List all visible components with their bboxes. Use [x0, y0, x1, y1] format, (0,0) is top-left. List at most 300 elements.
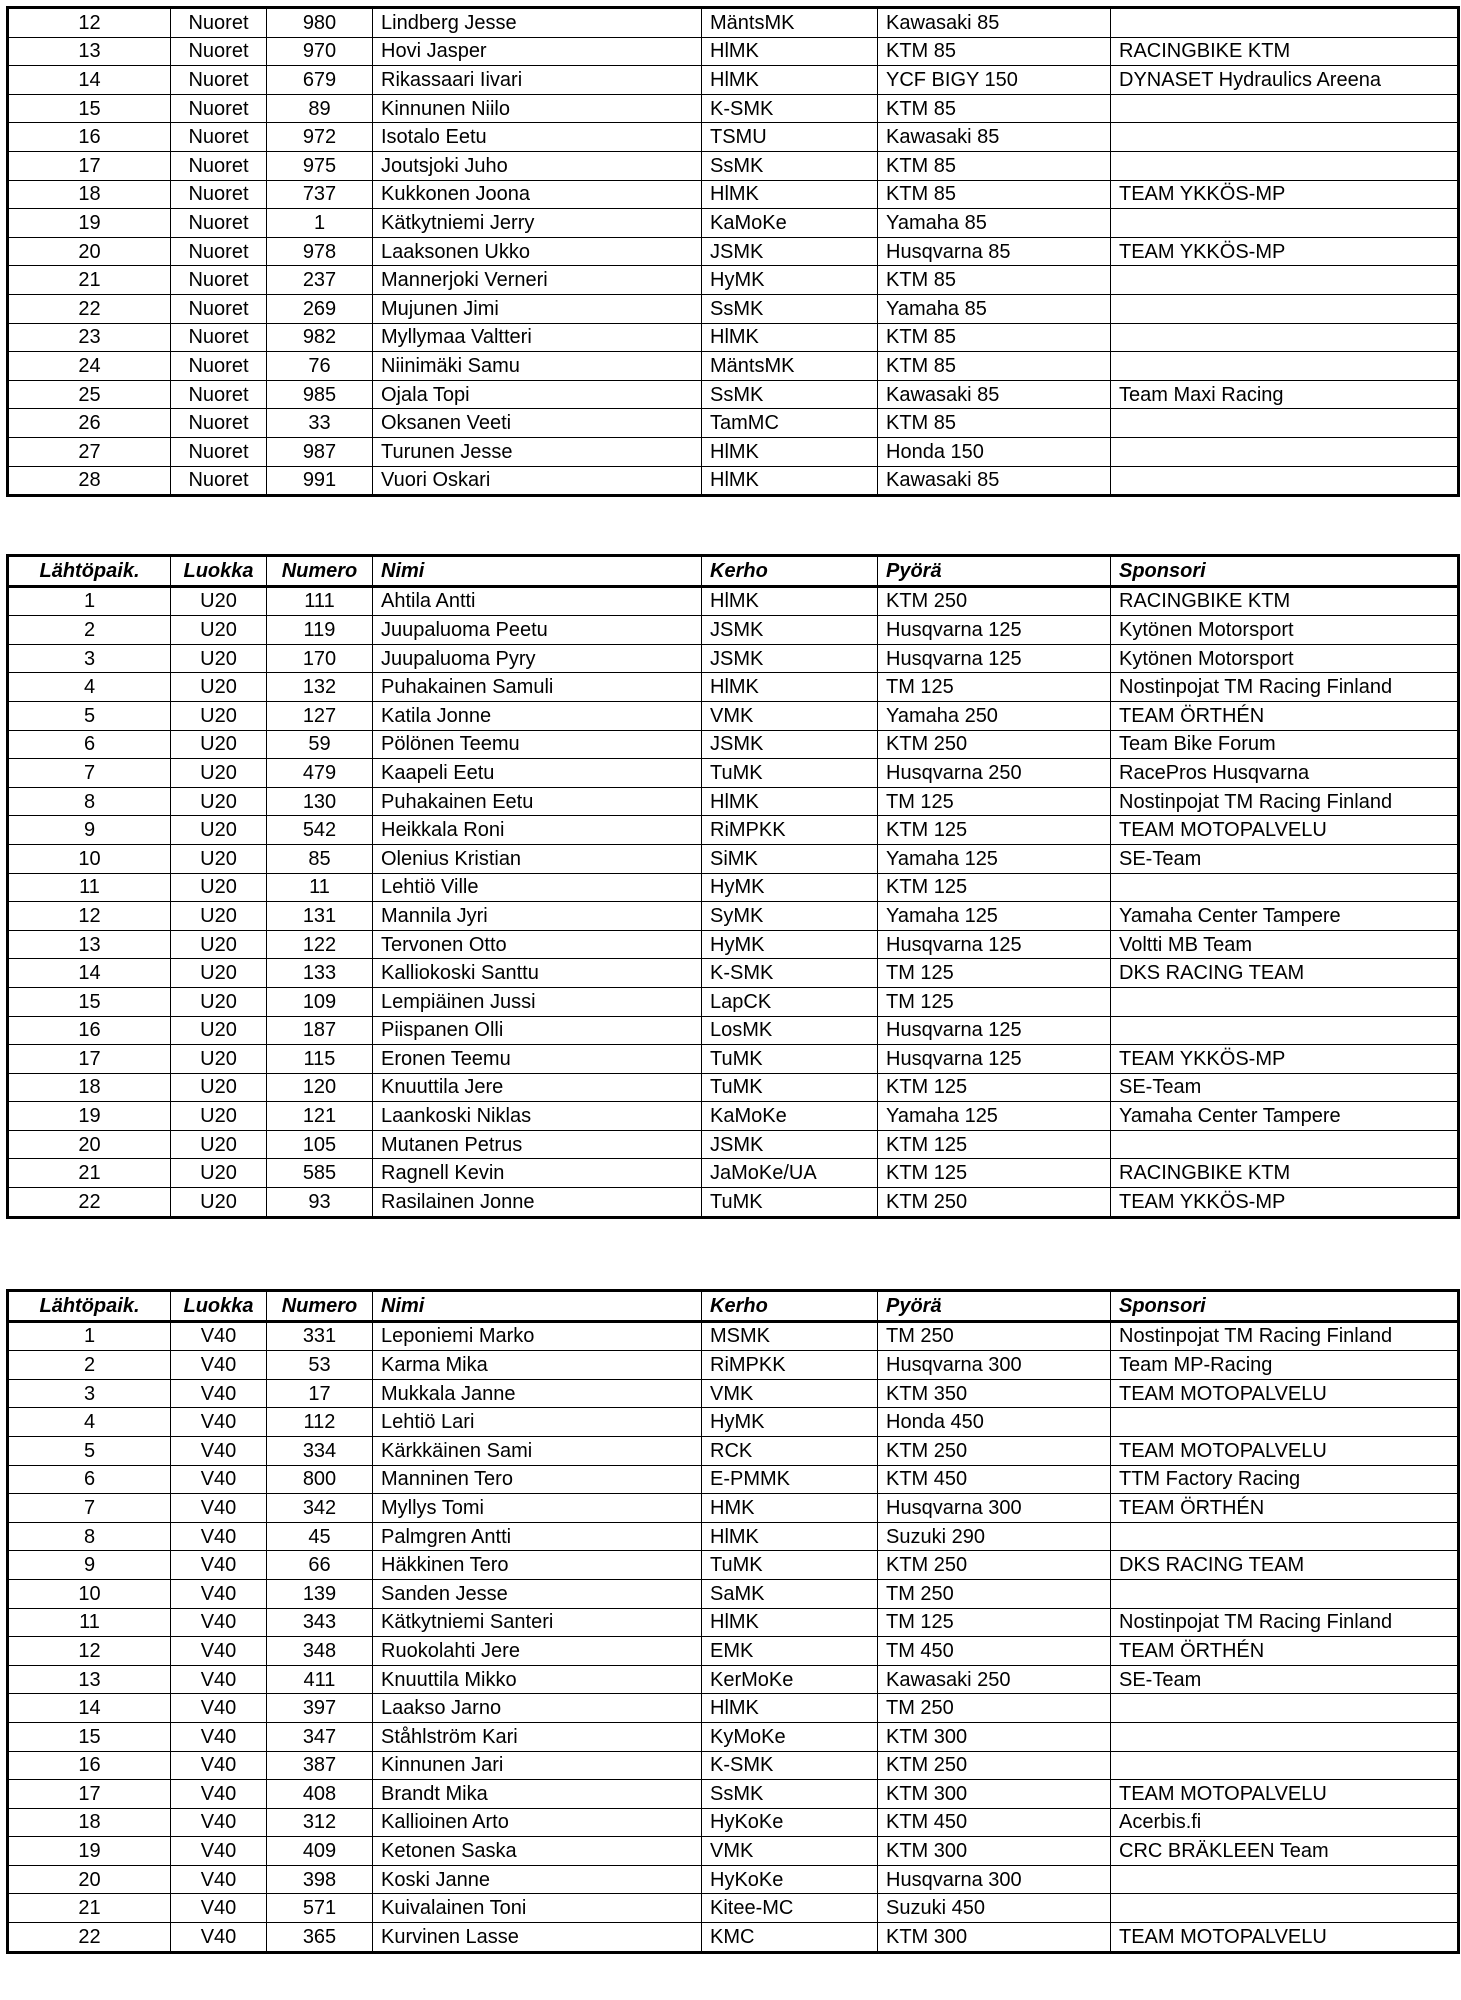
number-cell: 132 — [267, 673, 373, 702]
header-sponsor: Sponsori — [1111, 556, 1459, 587]
sponsor-cell — [1111, 1579, 1459, 1608]
sponsor-cell: TEAM MOTOPALVELU — [1111, 1923, 1459, 1953]
table-row — [8, 1751, 1459, 1780]
sponsor-cell: Team Bike Forum — [1111, 730, 1459, 759]
sponsor-cell: Nostinpojat TM Racing Finland — [1111, 787, 1459, 816]
number-cell: 85 — [267, 844, 373, 873]
class-cell: V40 — [171, 1808, 267, 1837]
table-row — [8, 1016, 1459, 1045]
table-row — [8, 787, 1459, 816]
class-cell: Nuoret — [171, 151, 267, 180]
name-cell: Ojala Topi — [373, 380, 702, 409]
table-row — [8, 1808, 1459, 1837]
bike-cell: Yamaha 125 — [878, 1102, 1111, 1131]
club-cell: KyMoKe — [702, 1722, 878, 1751]
table-body — [8, 586, 1459, 1217]
table-row — [8, 1579, 1459, 1608]
club-cell: MSMK — [702, 1321, 878, 1351]
name-cell: Sanden Jesse — [373, 1579, 702, 1608]
sponsor-cell: TEAM ÖRTHÉN — [1111, 1637, 1459, 1666]
start-position-cell: 14 — [8, 66, 171, 95]
start-position-cell: 14 — [8, 959, 171, 988]
number-cell: 334 — [267, 1436, 373, 1465]
club-cell: KaMoKe — [702, 209, 878, 238]
table-row — [8, 1780, 1459, 1809]
bike-cell: TM 250 — [878, 1321, 1111, 1351]
name-cell: Kinnunen Niilo — [373, 94, 702, 123]
club-cell: MäntsMK — [702, 352, 878, 381]
start-position-cell: 17 — [8, 151, 171, 180]
table-row — [8, 1159, 1459, 1188]
name-cell: Kärkkäinen Sami — [373, 1436, 702, 1465]
header-start-position: Lähtöpaik. — [8, 556, 171, 587]
name-cell: Katila Jonne — [373, 701, 702, 730]
table-row — [8, 1130, 1459, 1159]
name-cell: Rikassaari Iivari — [373, 66, 702, 95]
sponsor-cell: TEAM YKKÖS-MP — [1111, 180, 1459, 209]
bike-cell: TM 125 — [878, 987, 1111, 1016]
name-cell: Piispanen Olli — [373, 1016, 702, 1045]
name-cell: Kinnunen Jari — [373, 1751, 702, 1780]
number-cell: 120 — [267, 1073, 373, 1102]
club-cell: KaMoKe — [702, 1102, 878, 1131]
number-cell: 237 — [267, 266, 373, 295]
number-cell: 978 — [267, 237, 373, 266]
class-cell: V40 — [171, 1321, 267, 1351]
sponsor-cell: Nostinpojat TM Racing Finland — [1111, 1321, 1459, 1351]
club-cell: TuMK — [702, 759, 878, 788]
name-cell: Brandt Mika — [373, 1780, 702, 1809]
club-cell: HlMK — [702, 1608, 878, 1637]
club-cell: SsMK — [702, 151, 878, 180]
name-cell: Heikkala Roni — [373, 816, 702, 845]
number-cell: 76 — [267, 352, 373, 381]
name-cell: Mukkala Janne — [373, 1379, 702, 1408]
bike-cell: KTM 85 — [878, 94, 1111, 123]
name-cell: Laankoski Niklas — [373, 1102, 702, 1131]
class-cell: U20 — [171, 673, 267, 702]
bike-cell: KTM 125 — [878, 1130, 1111, 1159]
start-position-cell: 27 — [8, 437, 171, 466]
start-position-cell: 10 — [8, 1579, 171, 1608]
table-row — [8, 409, 1459, 438]
club-cell: HyMK — [702, 873, 878, 902]
bike-cell: Husqvarna 85 — [878, 237, 1111, 266]
start-position-cell: 16 — [8, 1751, 171, 1780]
bike-cell: KTM 85 — [878, 180, 1111, 209]
start-position-cell: 20 — [8, 1130, 171, 1159]
start-position-cell: 22 — [8, 1188, 171, 1218]
name-cell: Juupaluoma Pyry — [373, 644, 702, 673]
table-row — [8, 209, 1459, 238]
table-row — [8, 930, 1459, 959]
header-club: Kerho — [702, 1291, 878, 1322]
table-row — [8, 586, 1459, 616]
club-cell: VMK — [702, 701, 878, 730]
bike-cell: KTM 250 — [878, 1551, 1111, 1580]
name-cell: Leponiemi Marko — [373, 1321, 702, 1351]
number-cell: 170 — [267, 644, 373, 673]
number-cell: 408 — [267, 1780, 373, 1809]
class-cell: V40 — [171, 1780, 267, 1809]
club-cell: VMK — [702, 1379, 878, 1408]
start-position-cell: 11 — [8, 873, 171, 902]
club-cell: SyMK — [702, 902, 878, 931]
table-row — [8, 959, 1459, 988]
name-cell: Pölönen Teemu — [373, 730, 702, 759]
number-cell: 571 — [267, 1894, 373, 1923]
club-cell: TSMU — [702, 123, 878, 152]
club-cell: JSMK — [702, 730, 878, 759]
name-cell: Kallioinen Arto — [373, 1808, 702, 1837]
sponsor-cell: Voltti MB Team — [1111, 930, 1459, 959]
name-cell: Kukkonen Joona — [373, 180, 702, 209]
start-position-cell: 22 — [8, 1923, 171, 1953]
number-cell: 130 — [267, 787, 373, 816]
table-row — [8, 294, 1459, 323]
name-cell: Koski Janne — [373, 1865, 702, 1894]
header-bike: Pyörä — [878, 1291, 1111, 1322]
bike-cell: Husqvarna 300 — [878, 1351, 1111, 1380]
sponsor-cell — [1111, 1751, 1459, 1780]
bike-cell: KTM 85 — [878, 151, 1111, 180]
bike-cell: KTM 450 — [878, 1465, 1111, 1494]
table-row — [8, 701, 1459, 730]
sponsor-cell: Nostinpojat TM Racing Finland — [1111, 673, 1459, 702]
start-position-cell: 12 — [8, 902, 171, 931]
table-row — [8, 237, 1459, 266]
start-position-cell: 21 — [8, 1159, 171, 1188]
club-cell: SsMK — [702, 294, 878, 323]
table-row — [8, 66, 1459, 95]
bike-cell: KTM 250 — [878, 1436, 1111, 1465]
bike-cell: Honda 450 — [878, 1408, 1111, 1437]
number-cell: 139 — [267, 1579, 373, 1608]
club-cell: HlMK — [702, 586, 878, 616]
sponsor-cell — [1111, 1865, 1459, 1894]
sponsor-cell — [1111, 1130, 1459, 1159]
start-position-cell: 1 — [8, 1321, 171, 1351]
table-row — [8, 902, 1459, 931]
class-cell: V40 — [171, 1465, 267, 1494]
class-cell: U20 — [171, 1045, 267, 1074]
name-cell: Juupaluoma Peetu — [373, 616, 702, 645]
name-cell: Kalliokoski Santtu — [373, 959, 702, 988]
club-cell: E-PMMK — [702, 1465, 878, 1494]
class-cell: U20 — [171, 987, 267, 1016]
bike-cell: Husqvarna 300 — [878, 1494, 1111, 1523]
bike-cell: TM 125 — [878, 959, 1111, 988]
number-cell: 987 — [267, 437, 373, 466]
bike-cell: TM 125 — [878, 1608, 1111, 1637]
start-position-cell: 15 — [8, 94, 171, 123]
number-cell: 991 — [267, 466, 373, 496]
sponsor-cell: Yamaha Center Tampere — [1111, 1102, 1459, 1131]
class-cell: Nuoret — [171, 180, 267, 209]
start-position-cell: 1 — [8, 586, 171, 616]
header-bike: Pyörä — [878, 556, 1111, 587]
name-cell: Kätkytniemi Jerry — [373, 209, 702, 238]
bike-cell: Yamaha 250 — [878, 701, 1111, 730]
class-cell: V40 — [171, 1351, 267, 1380]
club-cell: HlMK — [702, 787, 878, 816]
name-cell: Kurvinen Lasse — [373, 1923, 702, 1953]
start-position-cell: 3 — [8, 644, 171, 673]
name-cell: Myllymaa Valtteri — [373, 323, 702, 352]
start-position-cell: 9 — [8, 1551, 171, 1580]
name-cell: Oksanen Veeti — [373, 409, 702, 438]
club-cell: HlMK — [702, 673, 878, 702]
name-cell: Knuuttila Mikko — [373, 1665, 702, 1694]
class-cell: U20 — [171, 616, 267, 645]
header-club: Kerho — [702, 556, 878, 587]
number-cell: 33 — [267, 409, 373, 438]
bike-cell: Husqvarna 125 — [878, 1045, 1111, 1074]
header-name: Nimi — [373, 556, 702, 587]
table-row — [8, 730, 1459, 759]
bike-cell: Yamaha 125 — [878, 902, 1111, 931]
club-cell: KerMoKe — [702, 1665, 878, 1694]
table-body — [8, 1321, 1459, 1952]
table-row — [8, 8, 1459, 38]
club-cell: MäntsMK — [702, 8, 878, 38]
start-position-cell: 15 — [8, 987, 171, 1016]
sponsor-cell — [1111, 409, 1459, 438]
club-cell: JSMK — [702, 616, 878, 645]
club-cell: KMC — [702, 1923, 878, 1953]
bike-cell: KTM 450 — [878, 1808, 1111, 1837]
class-cell: U20 — [171, 1016, 267, 1045]
table-row — [8, 437, 1459, 466]
club-cell: TuMK — [702, 1073, 878, 1102]
bike-cell: KTM 125 — [878, 873, 1111, 902]
club-cell: LapCK — [702, 987, 878, 1016]
club-cell: HlMK — [702, 180, 878, 209]
bike-cell: Suzuki 450 — [878, 1894, 1111, 1923]
name-cell: Myllys Tomi — [373, 1494, 702, 1523]
club-cell: RCK — [702, 1436, 878, 1465]
sponsor-cell — [1111, 1694, 1459, 1723]
number-cell: 982 — [267, 323, 373, 352]
class-cell: Nuoret — [171, 380, 267, 409]
sponsor-cell — [1111, 209, 1459, 238]
number-cell: 343 — [267, 1608, 373, 1637]
sponsor-cell: Kytönen Motorsport — [1111, 616, 1459, 645]
number-cell: 53 — [267, 1351, 373, 1380]
table-row — [8, 1436, 1459, 1465]
table-header — [8, 556, 1459, 587]
start-position-cell: 14 — [8, 1694, 171, 1723]
name-cell: Karma Mika — [373, 1351, 702, 1380]
bike-cell: Kawasaki 85 — [878, 380, 1111, 409]
start-position-cell: 2 — [8, 616, 171, 645]
class-cell: U20 — [171, 902, 267, 931]
bike-cell: YCF BIGY 150 — [878, 66, 1111, 95]
start-position-cell: 9 — [8, 816, 171, 845]
class-cell: V40 — [171, 1751, 267, 1780]
class-cell: U20 — [171, 959, 267, 988]
sponsor-cell: Kytönen Motorsport — [1111, 644, 1459, 673]
table-row — [8, 352, 1459, 381]
start-position-cell: 4 — [8, 1408, 171, 1437]
club-cell: HMK — [702, 1494, 878, 1523]
bike-cell: KTM 125 — [878, 1159, 1111, 1188]
start-position-cell: 8 — [8, 787, 171, 816]
start-list-table-nuoret — [6, 6, 1460, 497]
start-position-cell: 19 — [8, 209, 171, 238]
class-cell: V40 — [171, 1379, 267, 1408]
class-cell: U20 — [171, 844, 267, 873]
class-cell: Nuoret — [171, 266, 267, 295]
table-row — [8, 644, 1459, 673]
start-position-cell: 16 — [8, 123, 171, 152]
name-cell: Ståhlström Kari — [373, 1722, 702, 1751]
class-cell: U20 — [171, 1102, 267, 1131]
class-cell: V40 — [171, 1837, 267, 1866]
header-number: Numero — [267, 1291, 373, 1322]
class-cell: Nuoret — [171, 466, 267, 496]
sponsor-cell — [1111, 1522, 1459, 1551]
table-body — [8, 8, 1459, 496]
name-cell: Mannerjoki Verneri — [373, 266, 702, 295]
sponsor-cell: TEAM MOTOPALVELU — [1111, 1780, 1459, 1809]
class-cell: V40 — [171, 1522, 267, 1551]
table-row — [8, 151, 1459, 180]
sponsor-cell — [1111, 123, 1459, 152]
number-cell: 89 — [267, 94, 373, 123]
number-cell: 737 — [267, 180, 373, 209]
class-cell: Nuoret — [171, 123, 267, 152]
start-position-cell: 5 — [8, 701, 171, 730]
number-cell: 105 — [267, 1130, 373, 1159]
bike-cell: Yamaha 125 — [878, 844, 1111, 873]
table-row — [8, 1522, 1459, 1551]
club-cell: SsMK — [702, 380, 878, 409]
number-cell: 312 — [267, 1808, 373, 1837]
name-cell: Lempiäinen Jussi — [373, 987, 702, 1016]
number-cell: 17 — [267, 1379, 373, 1408]
sponsor-cell — [1111, 873, 1459, 902]
sponsor-cell: Team Maxi Racing — [1111, 380, 1459, 409]
bike-cell: TM 125 — [878, 673, 1111, 702]
class-cell: V40 — [171, 1436, 267, 1465]
number-cell: 347 — [267, 1722, 373, 1751]
bike-cell: KTM 300 — [878, 1722, 1111, 1751]
number-cell: 980 — [267, 8, 373, 38]
sponsor-cell: Nostinpojat TM Racing Finland — [1111, 1608, 1459, 1637]
start-position-cell: 19 — [8, 1837, 171, 1866]
name-cell: Isotalo Eetu — [373, 123, 702, 152]
number-cell: 112 — [267, 1408, 373, 1437]
class-cell: U20 — [171, 730, 267, 759]
bike-cell: Honda 150 — [878, 437, 1111, 466]
sponsor-cell: SE-Team — [1111, 1665, 1459, 1694]
bike-cell: KTM 300 — [878, 1837, 1111, 1866]
class-cell: U20 — [171, 586, 267, 616]
sponsor-cell: RACINGBIKE KTM — [1111, 37, 1459, 66]
number-cell: 365 — [267, 1923, 373, 1953]
club-cell: TuMK — [702, 1045, 878, 1074]
club-cell: K-SMK — [702, 1751, 878, 1780]
bike-cell: Kawasaki 85 — [878, 466, 1111, 496]
bike-cell: Husqvarna 125 — [878, 1016, 1111, 1045]
bike-cell: TM 250 — [878, 1579, 1111, 1608]
name-cell: Ketonen Saska — [373, 1837, 702, 1866]
club-cell: LosMK — [702, 1016, 878, 1045]
name-cell: Manninen Tero — [373, 1465, 702, 1494]
table-row — [8, 1894, 1459, 1923]
table-row — [8, 1379, 1459, 1408]
bike-cell: KTM 85 — [878, 37, 1111, 66]
sponsor-cell — [1111, 1894, 1459, 1923]
table-row — [8, 1694, 1459, 1723]
table-row — [8, 1665, 1459, 1694]
club-cell: HlMK — [702, 66, 878, 95]
number-cell: 11 — [267, 873, 373, 902]
bike-cell: Yamaha 85 — [878, 294, 1111, 323]
table-row — [8, 180, 1459, 209]
number-cell: 542 — [267, 816, 373, 845]
sponsor-cell: DKS RACING TEAM — [1111, 959, 1459, 988]
number-cell: 331 — [267, 1321, 373, 1351]
name-cell: Palmgren Antti — [373, 1522, 702, 1551]
name-cell: Tervonen Otto — [373, 930, 702, 959]
name-cell: Ragnell Kevin — [373, 1159, 702, 1188]
name-cell: Puhakainen Eetu — [373, 787, 702, 816]
table-row — [8, 759, 1459, 788]
table-row — [8, 1865, 1459, 1894]
name-cell: Kaapeli Eetu — [373, 759, 702, 788]
bike-cell: KTM 85 — [878, 323, 1111, 352]
table-row — [8, 844, 1459, 873]
start-position-cell: 21 — [8, 1894, 171, 1923]
start-position-cell: 7 — [8, 759, 171, 788]
table-header — [8, 1291, 1459, 1322]
table-row — [8, 94, 1459, 123]
bike-cell: TM 250 — [878, 1694, 1111, 1723]
table-row — [8, 323, 1459, 352]
club-cell: HlMK — [702, 1694, 878, 1723]
start-position-cell: 19 — [8, 1102, 171, 1131]
start-position-cell: 15 — [8, 1722, 171, 1751]
number-cell: 131 — [267, 902, 373, 931]
table-row — [8, 1102, 1459, 1131]
sponsor-cell: RACINGBIKE KTM — [1111, 1159, 1459, 1188]
table-row — [8, 1045, 1459, 1074]
sponsor-cell: TEAM YKKÖS-MP — [1111, 237, 1459, 266]
name-cell: Ahtila Antti — [373, 586, 702, 616]
start-position-cell: 6 — [8, 730, 171, 759]
class-cell: V40 — [171, 1637, 267, 1666]
table-row — [8, 466, 1459, 496]
class-cell: U20 — [171, 1130, 267, 1159]
name-cell: Knuuttila Jere — [373, 1073, 702, 1102]
sponsor-cell: DYNASET Hydraulics Areena — [1111, 66, 1459, 95]
table-row — [8, 1494, 1459, 1523]
sponsor-cell — [1111, 266, 1459, 295]
start-list-table-v40 — [6, 1289, 1460, 1954]
name-cell: Joutsjoki Juho — [373, 151, 702, 180]
bike-cell: Suzuki 290 — [878, 1522, 1111, 1551]
name-cell: Laaksonen Ukko — [373, 237, 702, 266]
number-cell: 66 — [267, 1551, 373, 1580]
start-position-cell: 25 — [8, 380, 171, 409]
number-cell: 348 — [267, 1637, 373, 1666]
class-cell: U20 — [171, 787, 267, 816]
bike-cell: KTM 85 — [878, 352, 1111, 381]
sponsor-cell — [1111, 1408, 1459, 1437]
start-position-cell: 28 — [8, 466, 171, 496]
